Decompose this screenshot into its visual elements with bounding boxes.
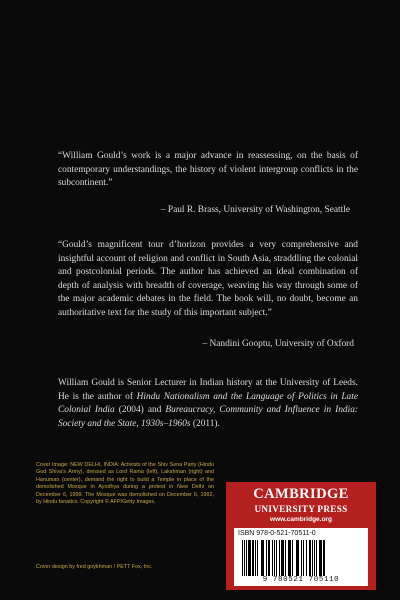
review-quote-2: “Gould’s magnificent tour d’horizon provides a very comprehensive and insightful account of religion and conflict in South Asia, straddling the colonial and postcolonial periods. The author has achieved an ideal combination of depth of analysis with breadth of coverage, weaving his way through some of the major academic debates in the field. The book will, no doubt, become an authoritative text for the study of this important subject.” bbox=[58, 240, 358, 318]
barcode-number: 9 780521 705110 bbox=[262, 576, 340, 584]
author-book-title-1: Hindu Nationalism and the Language of Politics in Late Colonial India bbox=[58, 391, 359, 416]
publisher-block bbox=[226, 482, 376, 590]
publisher-name: CAMBRIDGE bbox=[253, 486, 349, 502]
cover-design-credit: Cover design by fred goykhman / PETT Fox, Inc. bbox=[36, 564, 153, 570]
review-attribution-1: – Paul R. Brass, University of Washington, Seattle bbox=[160, 205, 350, 215]
publisher-url: www.cambridge.org bbox=[270, 516, 332, 523]
review-quote-1: “William Gould’s work is a major advance in reassessing, on the basis of contemporary understandings, the history of violent intergroup conflicts in the subcontinent.” bbox=[58, 151, 358, 189]
cover-image-credit: Cover Image: NEW DELHI, INDIA: Activists of the Shiv Sena Party (Hindu God Shiva’s Army), dressed as Lord Rama (left), Lakshman (right) and Hanuman (center), demand the right to build a Temple in place of the demolished Mosque in Ayodhya during a protest in New Delhi on December 6, 1999. The Mosque was demolished on December 6, 1992, by Hindu fanatics. Copyright © AFP/Getty Images. bbox=[36, 462, 214, 506]
review-attribution-2: – Nandini Gooptu, University of Oxford bbox=[202, 339, 354, 349]
author-bio-text-1: William Gould is Senior Lecturer in Indian history at the University of Leeds. He is the author of bbox=[58, 378, 358, 402]
author-bio-text-2: (2004) and bbox=[114, 405, 166, 416]
barcode-bars bbox=[242, 540, 360, 576]
author-bio-text-3: (2011). bbox=[190, 418, 220, 429]
barcode-bar bbox=[325, 540, 326, 576]
barcode-box bbox=[234, 528, 368, 586]
author-book-title-2: Bureaucracy, Community and Influence in India: Society and the State, 1930s–1960s bbox=[58, 405, 359, 429]
author-bio bbox=[58, 377, 358, 431]
publisher-press: UNIVERSITY PRESS bbox=[254, 504, 348, 514]
isbn-label: ISBN 978-0-521-70511-0 bbox=[238, 530, 316, 537]
